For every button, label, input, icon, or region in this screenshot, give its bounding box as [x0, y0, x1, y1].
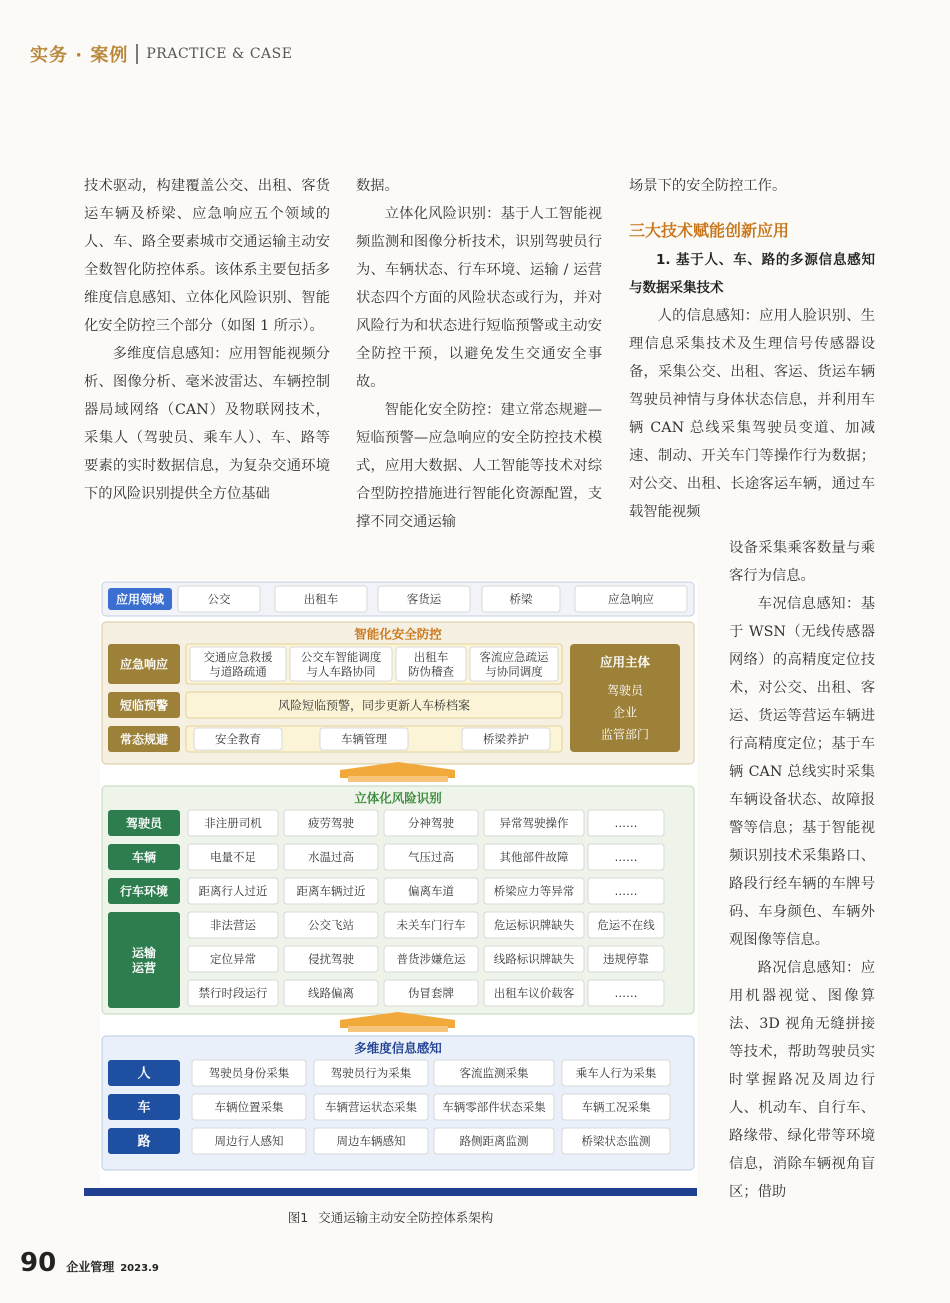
paragraph: 智能化安全防控：建立常态规避—短临预警—应急响应的安全防控技术模式，应用大数据、人工智能等技术对综合型防控措施进行智能化资源配置，支撑不同交通运输 [356, 402, 602, 530]
text-column-3 [629, 172, 875, 526]
routine-item-0-label: 安全教育 [215, 732, 261, 747]
transport-item-1-1-label: 侵扰驾驶 [308, 952, 354, 967]
risk-label-1: 车辆 [131, 850, 157, 865]
risk-label-0: 驾驶员 [125, 816, 163, 831]
domain-1-label: 出租车 [303, 592, 339, 607]
perception-item-1-0-label: 车辆位置采集 [214, 1100, 284, 1115]
figure-architecture [100, 580, 697, 1185]
architecture-diagram [100, 580, 697, 1185]
perception-item-1-3-label: 车辆工况采集 [581, 1100, 651, 1115]
transport-item-1-0-label: 定位异常 [210, 952, 256, 967]
risk-item-0-1-label: 疲劳驾驶 [308, 816, 354, 831]
warning-label: 短临预警 [119, 698, 169, 713]
response-item-1-label: 公交车智能调度 [300, 649, 382, 664]
response-item-2-label: 防伪稽查 [408, 664, 454, 679]
perception-item-2-1-label: 周边车辆感知 [336, 1134, 406, 1149]
text-column-2 [356, 172, 602, 536]
section-title: 三大技术赋能创新应用 [629, 221, 790, 240]
domain-label: 应用领域 [115, 592, 165, 607]
paragraph: 设备采集乘客数量与乘客行为信息。 [729, 540, 875, 584]
response-item-0-label: 与道路疏通 [209, 664, 267, 679]
perception-label-2: 路 [137, 1134, 151, 1150]
risk-item-0-4-label: …… [614, 816, 638, 831]
figure-bottom-bar [84, 1188, 697, 1196]
risk-item-0-0-label: 非注册司机 [204, 816, 262, 831]
transport-item-0-3-label: 危运标识牌缺失 [493, 918, 575, 933]
issue-number: 2023.9 [120, 1263, 159, 1274]
transport-item-0-0-label: 非法营运 [210, 918, 256, 933]
perception-title: 多维度信息感知 [354, 1040, 442, 1056]
response-item-2-label: 出租车 [413, 649, 449, 664]
header-divider [136, 44, 138, 64]
paragraph: 数据。 [356, 178, 399, 194]
risk-item-1-0-label: 电量不足 [210, 850, 256, 865]
arrow-up-base [348, 1026, 448, 1032]
col3-lead: 场景下的安全防控工作。 [629, 178, 787, 194]
perception-item-1-2-label: 车辆零部件状态采集 [442, 1100, 546, 1115]
transport-item-2-1-label: 线路偏离 [308, 986, 354, 1001]
paragraph: 立体化风险识别：基于人工智能视频监测和图像分析技术，识别驾驶员行为、车辆状态、行车环境、运输 / 运营状态四个方面的风险状态或行为，并对风险行为和状态进行短临预警或主动安全防控干预，以避免发生交通安全事故。 [356, 206, 602, 390]
perception-item-0-0-label: 驾驶员身份采集 [208, 1066, 290, 1081]
page-number: 90 [20, 1248, 57, 1278]
subject-0: 驾驶员 [606, 683, 644, 698]
perception-item-2-3-label: 桥梁状态监测 [581, 1134, 651, 1149]
transport-item-0-1-label: 公交飞站 [308, 918, 354, 933]
arrow-up-base [348, 776, 448, 782]
transport-label: 运输 [131, 945, 157, 960]
transport-item-1-4-label: 违规停靠 [603, 952, 649, 967]
perception-item-2-0-label: 周边行人感知 [214, 1134, 284, 1149]
risk-item-2-1-label: 距离车辆过近 [296, 884, 366, 899]
magazine-name: 企业管理 [66, 1260, 115, 1274]
transport-item-2-4-label: …… [614, 986, 638, 1001]
section-header [30, 40, 292, 68]
response-item-0-label: 交通应急救援 [203, 649, 273, 664]
col3-paragraph: 人的信息感知：应用人脸识别、生理信息采集技术及生理信号传感器设备，采集公交、出租、客运、货运车辆驾驶员神情与身体状态信息，并利用车辆 CAN 总线采集驾驶员变道、加减速、制动、开关车门等操作行为数据；对公交、出租、长途客运车辆，通过车载智能视频 [629, 308, 875, 520]
response-item-1-label: 与人车路协同 [306, 664, 376, 679]
page-footer [20, 1248, 159, 1278]
domain-3-label: 桥梁 [509, 592, 533, 607]
transport-item-1-3-label: 线路标识牌缺失 [493, 952, 575, 967]
routine-item-2-label: 桥梁养护 [483, 732, 529, 747]
transport-item-2-0-label: 禁行时段运行 [198, 986, 268, 1001]
warning-text: 风险短临预警，同步更新人车桥档案 [277, 698, 471, 713]
section-english: PRACTICE & CASE [146, 46, 293, 62]
transport-item-0-2-label: 未关车门行车 [396, 918, 466, 933]
text-column-3-narrow [729, 534, 875, 1206]
subsection-title: 1. 基于人、车、路的多源信息感知与数据采集技术 [629, 252, 875, 296]
risk-item-2-0-label: 距离行人过近 [198, 884, 268, 899]
subject-2: 监管部门 [600, 727, 650, 742]
routine-label: 常态规避 [119, 732, 169, 747]
domain-0-label: 公交 [207, 592, 231, 607]
response-item-3-label: 客流应急疏运 [479, 649, 549, 664]
risk-item-1-2-label: 气压过高 [408, 850, 454, 865]
risk-title: 立体化风险识别 [354, 790, 442, 806]
paragraph: 车况信息感知：基于 WSN（无线传感器网络）的高精度定位技术，对公交、出租、客运、货运等营运车辆进行高精度定位；基于车辆 CAN 总线实时采集车辆设备状态、故障报警等信息；基于智能视频识别技术采集路口、路段行经车辆的车牌号码、车身颜色、车辆外观图像等信息。 [729, 596, 875, 948]
paragraph: 多维度信息感知：应用智能视频分析、图像分析、毫米波雷达、车辆控制器局域网络（CAN）及物联网技术，采集人（驾驶员、乘车人）、车、路等要素的实时数据信息，为复杂交通环境下的风险识别提供全方位基础 [84, 346, 330, 502]
risk-item-2-3-label: 桥梁应力等异常 [493, 884, 575, 899]
paragraph: 路况信息感知：应用机器视觉、图像算法、3D 视角无缝拼接等技术，帮助驾驶员实时掌握路况及周边行人、机动车、自行车、路缘带、绿化带等环境信息，消除车辆视角盲区；借助 [729, 960, 875, 1200]
routine-item-1-label: 车辆管理 [341, 732, 387, 747]
risk-item-1-4-label: …… [614, 850, 638, 865]
risk-item-1-1-label: 水温过高 [308, 850, 354, 865]
risk-item-0-2-label: 分神驾驶 [408, 816, 454, 831]
section-name: 实务 · 案例 [30, 45, 129, 66]
risk-item-2-4-label: …… [614, 884, 638, 899]
perception-item-0-3-label: 乘车人行为采集 [575, 1066, 657, 1081]
response-label: 应急响应 [119, 657, 169, 672]
risk-item-2-2-label: 偏离车道 [408, 884, 454, 899]
perception-label-1: 车 [137, 1100, 151, 1116]
transport-label: 运营 [131, 960, 157, 975]
subject-title: 应用主体 [599, 654, 651, 670]
smart-title: 智能化安全防控 [354, 626, 442, 642]
response-item-3-label: 与协同调度 [485, 664, 543, 679]
paragraph: 技术驱动，构建覆盖公交、出租、客货运车辆及桥梁、应急响应五个领域的人、车、路全要素城市交通运输主动安全数智化防控体系。该体系主要包括多维度信息感知、立体化风险识别、智能化安全防控三个部分（如图 1 所示）。 [84, 178, 330, 334]
perception-item-0-1-label: 驾驶员行为采集 [330, 1066, 412, 1081]
perception-item-2-2-label: 路侧距离监测 [459, 1134, 529, 1149]
domain-2-label: 客货运 [406, 592, 442, 607]
text-column-1 [84, 172, 330, 508]
caption-text: 交通运输主动安全防控体系架构 [318, 1210, 494, 1225]
risk-item-1-3-label: 其他部件故障 [499, 850, 569, 865]
risk-item-0-3-label: 异常驾驶操作 [499, 816, 569, 831]
perception-label-0: 人 [137, 1066, 151, 1082]
transport-item-2-2-label: 伪冒套牌 [408, 986, 454, 1001]
figure-caption [84, 1208, 697, 1226]
transport-item-1-2-label: 普货涉嫌危运 [396, 952, 466, 967]
caption-label: 图1 [287, 1210, 309, 1225]
subject-1: 企业 [612, 705, 638, 720]
domain-4-label: 应急响应 [608, 592, 654, 607]
transport-item-0-4-label: 危运不在线 [597, 918, 655, 933]
perception-item-1-1-label: 车辆营运状态采集 [325, 1100, 417, 1115]
transport-item-2-3-label: 出租车议价载客 [493, 986, 575, 1001]
risk-label-2: 行车环境 [119, 884, 169, 899]
perception-item-0-2-label: 客流监测采集 [459, 1066, 529, 1081]
